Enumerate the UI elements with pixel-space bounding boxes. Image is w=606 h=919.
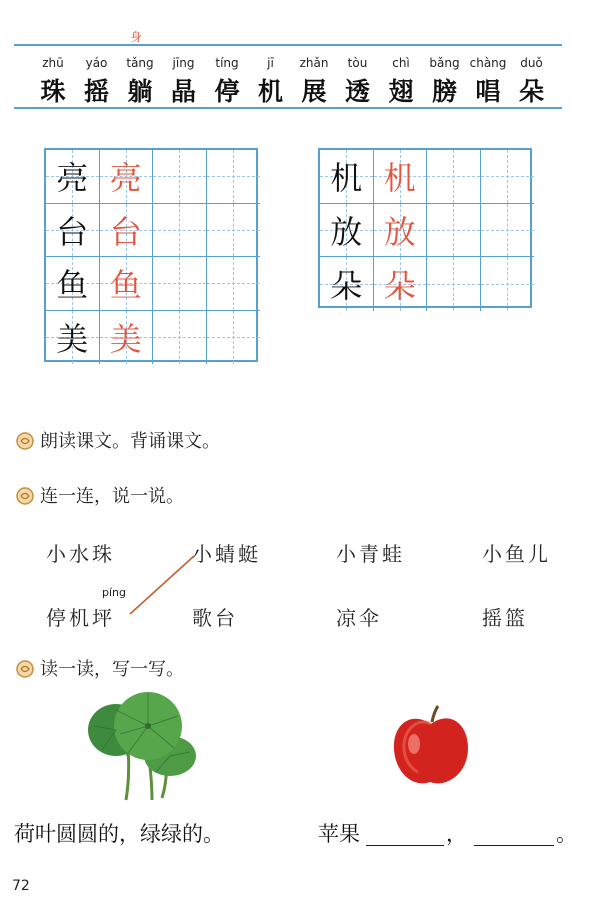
trace-character: 机 (383, 159, 416, 198)
vocab-character: 晶 (170, 77, 196, 106)
grid-cell (374, 257, 428, 311)
grid-cell (46, 311, 100, 365)
vocab-character: 躺 (127, 77, 153, 106)
header-mark: 身 (130, 30, 143, 44)
pinyin-label: duǒ (520, 56, 543, 70)
apple-comma: ， (446, 822, 467, 846)
grid-cell[interactable] (427, 204, 481, 258)
grid-cell[interactable] (481, 257, 535, 311)
model-character: 亮 (56, 159, 89, 198)
model-character: 鱼 (56, 266, 89, 305)
pinyin-label: jī (267, 56, 274, 70)
vocab-character: 展 (301, 77, 327, 106)
pinyin-label: chàng (469, 56, 507, 70)
grid-cell (100, 257, 154, 311)
grid-cell (320, 257, 374, 311)
connect-bottom-word: 凉伞 (336, 606, 382, 630)
pinyin-hint: píng (102, 586, 126, 599)
grid-cell[interactable] (207, 311, 261, 365)
connect-top-word: 小蜻蜓 (192, 542, 261, 566)
grid-cell[interactable] (207, 204, 261, 258)
task-bullet-icon (16, 432, 34, 450)
grid-cell[interactable] (153, 311, 207, 365)
trace-character: 美 (109, 320, 142, 359)
connect-bottom-word: 停机坪 (46, 606, 115, 630)
pinyin-label: zhū (42, 56, 64, 70)
apple-blank-2[interactable] (474, 845, 554, 846)
pinyin-label: chì (392, 56, 410, 70)
trace-character: 台 (109, 212, 142, 251)
vocab-character: 透 (344, 77, 370, 106)
lotus-leaves-illustration (86, 686, 206, 804)
character-row (30, 72, 550, 106)
grid-cell (46, 150, 100, 204)
grid-cell (100, 150, 154, 204)
pinyin-label: jīng (172, 56, 195, 70)
connect-top-word: 小青蛙 (336, 542, 405, 566)
vocab-character: 摇 (83, 77, 109, 106)
grid-cell (100, 311, 154, 365)
task-read-aloud: 朗读课文。背诵课文。 (40, 431, 220, 452)
task-read-write: 读一读，写一写。 (40, 659, 184, 680)
apple-sentence-prefix: 苹果 (318, 822, 360, 846)
model-character: 台 (56, 212, 89, 251)
vocab-character: 朵 (518, 77, 544, 106)
grid-cell[interactable] (481, 204, 535, 258)
grid-cell (320, 204, 374, 258)
vocab-character: 珠 (40, 77, 66, 106)
pinyin-label: zhǎn (299, 56, 329, 70)
grid-cell (46, 204, 100, 258)
pinyin-label: tòu (347, 56, 368, 70)
grid-cell[interactable] (153, 257, 207, 311)
connecting-line (120, 550, 200, 620)
trace-character: 亮 (109, 159, 142, 198)
connect-bottom-word: 歌台 (192, 606, 238, 630)
model-character: 美 (56, 320, 89, 359)
vocab-character: 唱 (475, 77, 501, 106)
grid-cell (374, 204, 428, 258)
model-character: 放 (330, 212, 363, 251)
connect-top-word: 小水珠 (46, 542, 115, 566)
task-bullet-icon (16, 487, 34, 505)
grid-cell (100, 204, 154, 258)
page-number: 72 (12, 878, 30, 894)
grid-cell[interactable] (427, 257, 481, 311)
pinyin-label: tǎng (126, 56, 154, 70)
trace-character: 鱼 (109, 266, 142, 305)
grid-cell (320, 150, 374, 204)
grid-cell[interactable] (207, 150, 261, 204)
vocab-character: 翅 (388, 77, 414, 106)
trace-character: 朵 (383, 266, 416, 305)
trace-character: 放 (383, 212, 416, 251)
grid-cell[interactable] (153, 204, 207, 258)
apple-period: 。 (556, 822, 577, 846)
grid-cell (374, 150, 428, 204)
writing-grid-left (44, 148, 258, 362)
grid-cell (46, 257, 100, 311)
task-bullet-icon (16, 660, 34, 678)
apple-illustration (390, 704, 472, 788)
pinyin-label: bǎng (429, 56, 460, 70)
vocab-character: 膀 (431, 77, 457, 106)
grid-cell[interactable] (153, 150, 207, 204)
grid-cell[interactable] (481, 150, 535, 204)
vocab-character: 机 (257, 77, 283, 106)
grid-cell[interactable] (427, 150, 481, 204)
grid-cell[interactable] (207, 257, 261, 311)
model-character: 朵 (330, 266, 363, 305)
header-bottom-rule (14, 107, 562, 109)
vocab-character: 停 (214, 77, 240, 106)
apple-blank-1[interactable] (366, 845, 444, 846)
connect-bottom-word: 摇篮 (482, 606, 528, 630)
model-character: 机 (330, 159, 363, 198)
writing-grid-right (318, 148, 532, 308)
task-connect: 连一连，说一说。 (40, 486, 184, 507)
pinyin-label: yáo (85, 56, 108, 70)
lotus-sentence: 荷叶圆圆的，绿绿的。 (14, 822, 224, 846)
pinyin-label: tíng (215, 56, 239, 70)
connect-top-word: 小鱼儿 (482, 542, 551, 566)
header-top-rule (14, 44, 562, 46)
